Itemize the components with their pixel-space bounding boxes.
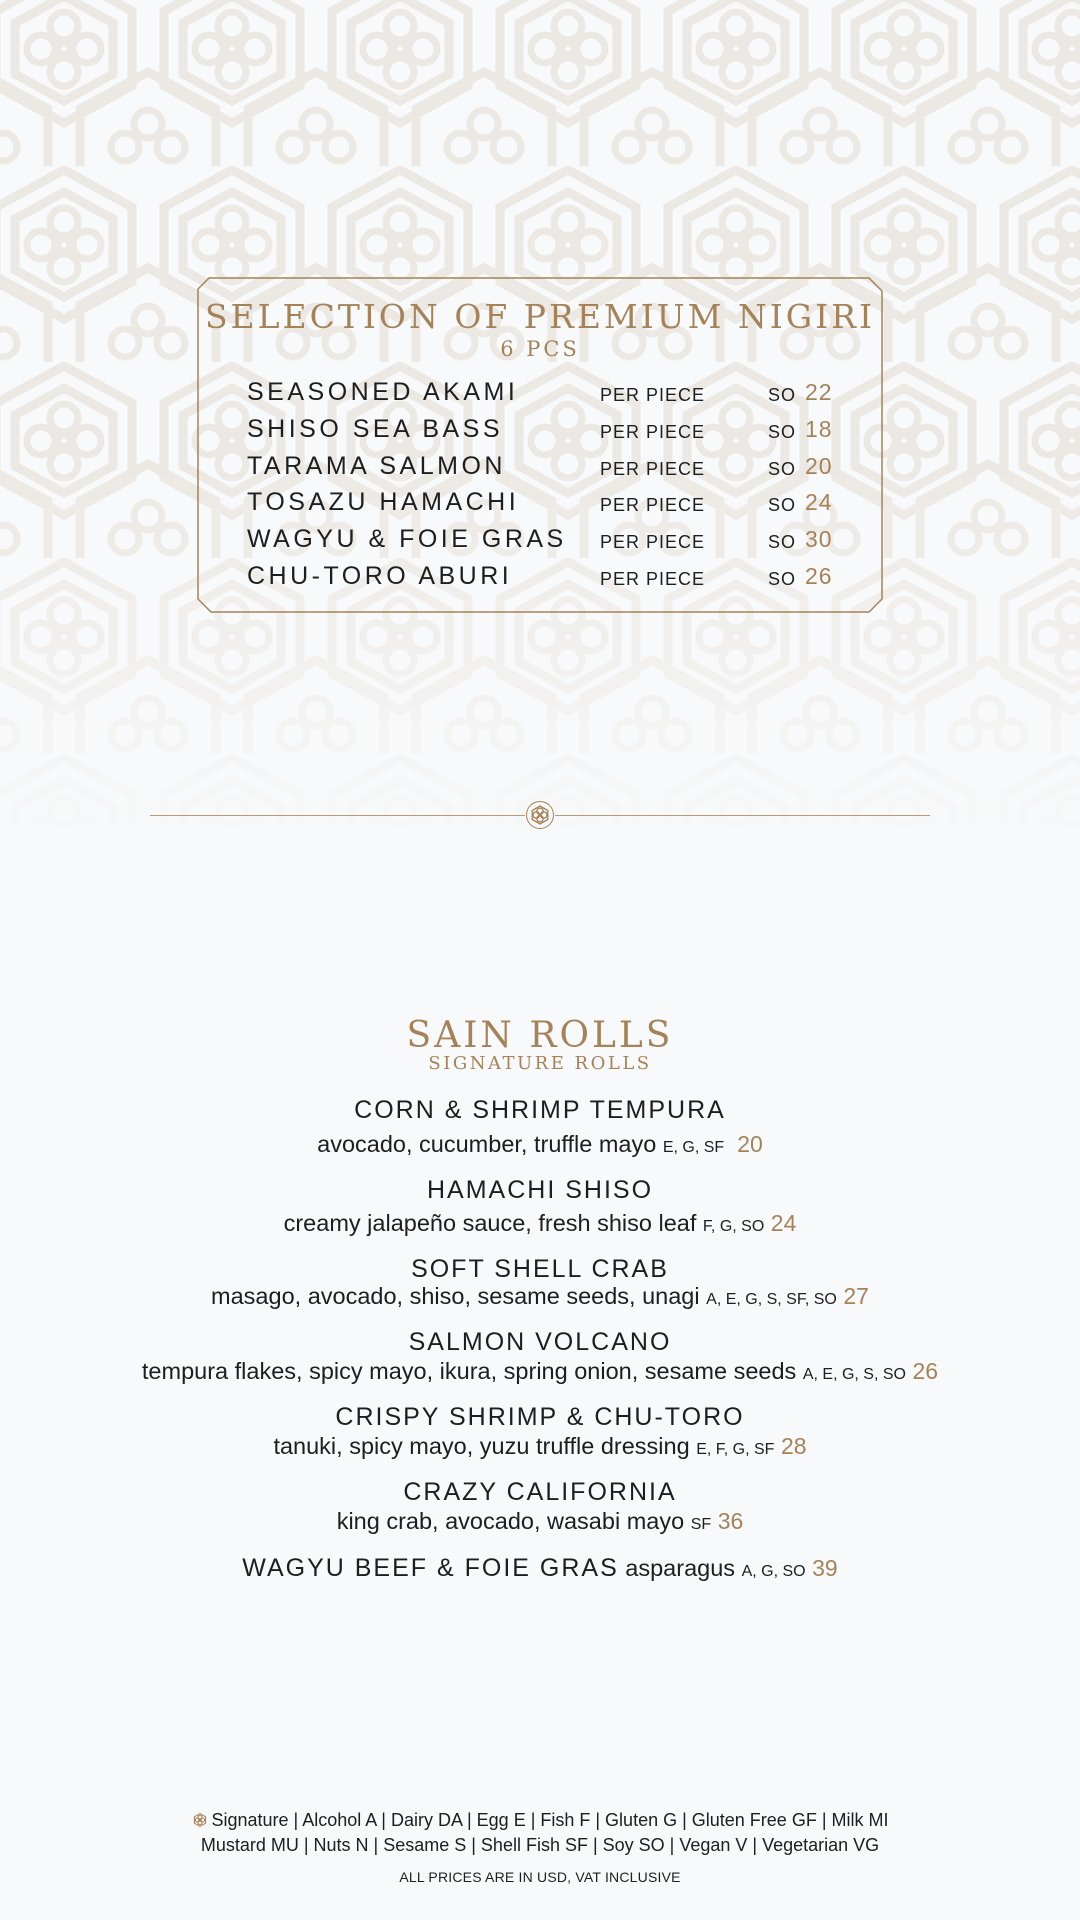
nigiri-item-unit: PER PIECE	[600, 532, 706, 552]
roll-name: HAMACHI SHISO	[426, 1176, 654, 1204]
roll-description: asparagus	[625, 1555, 736, 1581]
nigiri-item-unit: PER PIECE	[600, 495, 706, 515]
nigiri-item-price: 18	[805, 416, 833, 442]
roll-codes: E, G, SF	[662, 1139, 725, 1156]
roll-codes: A, E, G, S, SF, SO	[706, 1291, 837, 1308]
roll-name: CORN & SHRIMP TEMPURA	[354, 1096, 726, 1124]
allergen-legend-line1	[0, 1810, 1080, 1831]
nigiri-item-codes: SO	[768, 495, 797, 515]
roll-codes: A, G, SO	[741, 1563, 806, 1580]
nigiri-item	[247, 452, 847, 488]
nigiri-item-name: CHU-TORO ABURI	[247, 562, 513, 590]
nigiri-item-name: TARAMA SALMON	[247, 452, 506, 480]
nigiri-item-name: WAGYU & FOIE GRAS	[247, 525, 567, 553]
nigiri-item-codes: SO	[768, 422, 797, 442]
roll-price: 24	[770, 1210, 797, 1236]
roll-description: tempura flakes, spicy mayo, ikura, spring onion, sesame seeds	[141, 1358, 797, 1384]
nigiri-section	[197, 277, 883, 613]
nigiri-item-price: 22	[805, 379, 833, 405]
nigiri-item-codes: SO	[768, 569, 797, 589]
nigiri-item-price: 30	[805, 526, 833, 552]
roll-price: 20	[737, 1131, 763, 1157]
nigiri-item-name: TOSAZU HAMACHI	[247, 488, 520, 516]
nigiri-item-price: 20	[805, 453, 833, 479]
price-note: ALL PRICES ARE IN USD, VAT INCLUSIVE	[399, 1869, 681, 1885]
roll-codes: F, G, SO	[702, 1218, 765, 1235]
nigiri-item-unit: PER PIECE	[600, 459, 706, 479]
nigiri-item	[247, 525, 847, 561]
roll-description-line	[0, 1210, 1080, 1237]
nigiri-item	[247, 562, 847, 598]
roll-description-line	[0, 1283, 1080, 1310]
nigiri-item-unit: PER PIECE	[600, 422, 706, 442]
roll-name: CRAZY CALIFORNIA	[403, 1478, 677, 1506]
roll-description: creamy jalapeño sauce, fresh shiso leaf	[283, 1210, 697, 1236]
allergen-legend-line2: Mustard MU | Nuts N | Sesame S | Shell Fish SF | Soy SO | Vegan V | Vegetarian VG	[200, 1835, 880, 1855]
divider-line-right	[555, 815, 930, 816]
roll-price: 28	[780, 1433, 807, 1459]
roll-codes: A, E, G, S, SO	[802, 1366, 906, 1383]
roll-price: 36	[717, 1508, 744, 1534]
rolls-subtitle: SIGNATURE ROLLS	[428, 1053, 652, 1074]
nigiri-item	[247, 378, 847, 414]
nigiri-item-codes: SO	[768, 385, 797, 405]
roll-name: WAGYU BEEF & FOIE GRAS	[242, 1554, 619, 1582]
flower-crest-icon	[525, 800, 555, 830]
roll-name: SOFT SHELL CRAB	[411, 1255, 669, 1283]
roll-description: king crab, avocado, wasabi mayo	[336, 1508, 685, 1534]
nigiri-item-name: SEASONED AKAMI	[247, 378, 519, 406]
roll-description-line	[0, 1508, 1080, 1535]
roll-description: tanuki, spicy mayo, yuzu truffle dressing	[273, 1433, 690, 1459]
nigiri-item-name: SHISO SEA BASS	[247, 415, 504, 443]
nigiri-item	[247, 415, 847, 451]
nigiri-item-price: 26	[805, 563, 833, 589]
roll-name: SALMON VOLCANO	[408, 1328, 672, 1356]
divider-line-left	[150, 815, 525, 816]
nigiri-item-unit: PER PIECE	[600, 569, 706, 589]
nigiri-item-codes: SO	[768, 459, 797, 479]
nigiri-item	[247, 488, 847, 524]
roll-description: masago, avocado, shiso, sesame seeds, unagi	[211, 1283, 700, 1309]
roll-description-line	[0, 1433, 1080, 1460]
legend-text-line1: Signature | Alcohol A | Dairy DA | Egg E | Fish F | Gluten G | Gluten Free GF | Milk MI	[211, 1810, 889, 1830]
nigiri-subtitle: 6 PCS	[500, 337, 580, 361]
roll-price: 27	[843, 1283, 869, 1309]
roll-price: 26	[912, 1358, 939, 1384]
roll-codes: E, F, G, SF	[696, 1441, 775, 1458]
roll-description: avocado, cucumber, truffle mayo	[317, 1131, 657, 1157]
roll-single-line	[0, 1554, 1080, 1583]
rolls-title: SAIN ROLLS	[406, 1015, 674, 1056]
roll-price: 39	[812, 1555, 838, 1581]
nigiri-item-unit: PER PIECE	[600, 385, 706, 405]
roll-description-line	[0, 1358, 1080, 1385]
roll-name: CRISPY SHRIMP & CHU-TORO	[335, 1403, 745, 1431]
nigiri-item-price: 24	[805, 489, 833, 515]
section-divider	[150, 800, 930, 832]
nigiri-item-codes: SO	[768, 532, 797, 552]
roll-codes: SF	[690, 1516, 712, 1533]
nigiri-title: SELECTION OF PREMIUM NIGIRI	[204, 297, 876, 336]
flower-crest-icon	[192, 1812, 208, 1828]
roll-description-line	[0, 1131, 1080, 1158]
